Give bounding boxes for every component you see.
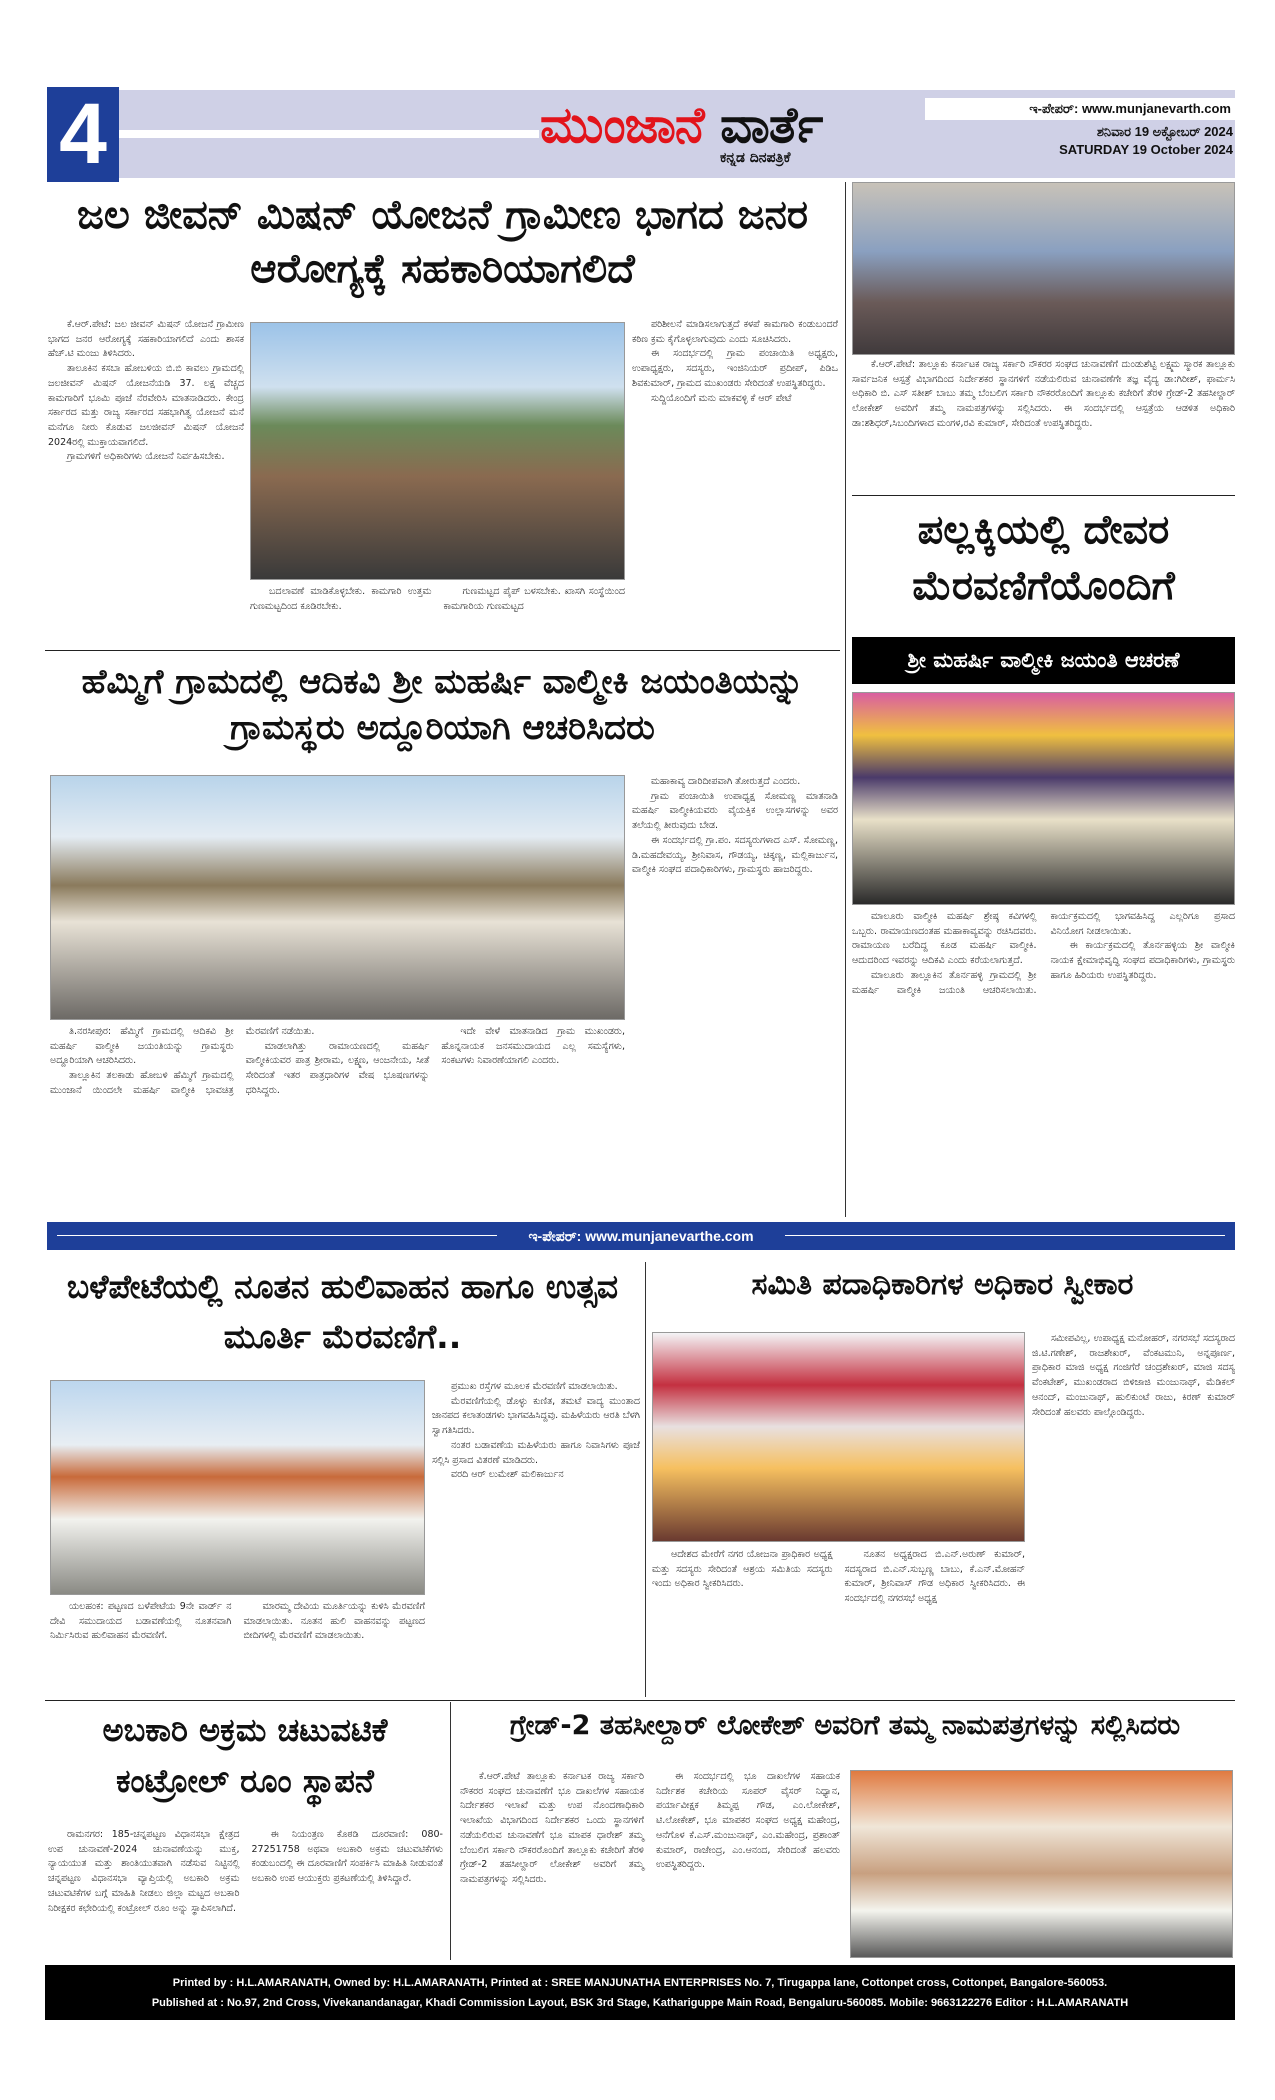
headline-abakari: ಅಬಕಾರಿ ಅಕ್ರಮ ಚಟುವಟಿಕೆ ಕಂಟ್ರೋಲ್ ರೂಂ ಸ್ಥಾಪನೆ <box>102 1711 388 1801</box>
paragraph: ನಂತರ ಬಡಾವಣೆಯ ಮಹಿಳೆಯರು ಹಾಗೂ ನಿವಾಸಿಗಳು ಪೂಜೆ ಸಲ್ಲಿಸಿ ಪ್ರಸಾದ ವಿತರಣೆ ಮಾಡಿದರು. <box>432 1439 640 1466</box>
paragraph: ಯಲಹಂಕ: ಪಟ್ಟಣದ ಬಳೆಪೇಟೆಯ 9ನೇ ವಾರ್ಡ್ ನ ದೇವಿ ಸಮುದಾಯದ ಬಡಾವಣೆಯಲ್ಲಿ ನೂತನವಾಗಿ ನಿರ್ಮಿಸಿರುವ ಹುಲಿವಾಹನ ಮೆರವಣಿಗೆ. <box>50 1601 232 1642</box>
article-body <box>460 1770 840 1958</box>
newspaper-logo <box>540 96 822 155</box>
paragraph: ತಿ.ನರಸೀಪುರ: ಹೆಮ್ಮಿಗೆ ಗ್ರಾಮದಲ್ಲಿ ಆದಿಕವಿ ಶ್ರೀ ಮಹರ್ಷಿ ವಾಲ್ಮೀಕಿ ಜಯಂತಿಯನ್ನು ಗ್ರಾಮಸ್ಥರು ಅದ್ದೂರಿಯಾಗಿ ಆಚರಿಸಿದರು. <box>50 1026 234 1067</box>
page-number: 4 <box>47 87 119 182</box>
epaper-link[interactable]: ಇ-ಪೇಪರ್: www.munjanevarth.com <box>925 98 1235 120</box>
photo-caption <box>852 358 1235 490</box>
subheadline-banner: ಶ್ರೀ ಮಹರ್ಷಿ ವಾಲ್ಮೀಕಿ ಜಯಂತಿ ಆಚರಣೆ <box>852 637 1235 684</box>
date-english: SATURDAY 19 October 2024 <box>1059 142 1233 157</box>
headline-samiti: ಸಮಿತಿ ಪದಾಧಿಕಾರಿಗಳ ಅಧಿಕಾರ ಸ್ವೀಕಾರ <box>751 1267 1134 1302</box>
paragraph: ಕೆ.ಆರ್.ಪೇಟೆ ತಾಲ್ಲೂಕು ಕರ್ನಾಟಕ ರಾಜ್ಯ ಸರ್ಕಾರಿ ನೌಕರರ ಸಂಘದ ಚುನಾವಣೆಗೆ ಭೂ ದಾಖಲೆಗಳ ಸಹಾಯಕ ನಿರ್ದೇಶಕರ ಇಲಾಖೆ ಮತ್ತು ಉಪ ನೊಂದಣಾಧಿಕಾರಿ ಇಲಾಖೆಯ ವಿಭಾಗದಿಂದ ನಿರ್ದೇಶಕರ ಒಂದು ಸ್ಥಾನಗಳಿಗೆ ನಡೆಯಲಿರುವ ಚುನಾವಣೆಗೆ ಭೂ ಮಾಪಕ ಧಾರೇಶ್ ತಮ್ಮ ಬೆಂಬಲಿಗ ಸರ್ಕಾರಿ ನೌಕರರೊಂದಿಗೆ ತಾಲ್ಲೂಕು ಕಚೇರಿಗೆ ತೆರಳಿ ಗ್ರೇಡ್-2 ತಹಸೀಲ್ದಾರ್ ಲೋಕೇಶ್ ಅವರಿಗೆ ತಮ್ಮ ನಾಮಪತ್ರಗಳನ್ನು ಸಲ್ಲಿಸಿದರು. <box>460 1771 644 1886</box>
column-rule <box>645 1262 646 1697</box>
article-body <box>432 1380 640 1695</box>
article-body <box>632 318 838 643</box>
epaper-bar[interactable]: ಇ-ಪೇಪರ್: www.munjanevarthe.com <box>47 1222 1235 1250</box>
paragraph: ಪರಿಶೀಲನೆ ಮಾಡಿಸಲಾಗುತ್ತದೆ ಕಳಪೆ ಕಾಮಗಾರಿ ಕಂಡುಬಂದರೆ ಕಠಿಣ ಕ್ರಮ ಕೈಗೊಳ್ಳಲಾಗುವುದು ಎಂದು ಸೂಚಿಸಿದರು. <box>632 319 838 345</box>
paragraph: ಗುಣಮಟ್ಟದ ಪೈಪ್ ಬಳಸಬೇಕು. ಖಾಸಗಿ ಸಂಸ್ಥೆಯಿಂದ ಕಾಮಗಾರಿಯ ಗುಣಮಟ್ಟದ <box>443 586 625 612</box>
paragraph: ಇದೇ ವೇಳೆ ಮಾತನಾಡಿದ ಗ್ರಾಮ ಮುಖಂಡರು, ಹೊನ್ನನಾಯಕ ಜನಸಮುದಾಯದ ಎಲ್ಲ ಸಮಸ್ಯೆಗಳು, ಸಂಕಟಗಳು ನಿವಾರಣೆಯಾಗಲಿ ಎಂದರು. <box>441 1026 625 1067</box>
logo-black: ವಾರ್ತೆ <box>720 96 823 154</box>
paragraph: ಕೆ.ಆರ್.ಪೇಟೆ: ಜಲ ಜೀವನ್ ಮಿಷನ್ ಯೋಜನೆ ಗ್ರಾಮೀಣ ಭಾಗದ ಜನರ ಆರೋಗ್ಯಕ್ಕೆ ಸಹಕಾರಿಯಾಗಲಿದೆ ಎಂದು ಶಾಸಕ ಹೆಚ್.ಟಿ ಮಂಜು ತಿಳಿಸಿದರು. <box>48 319 244 360</box>
article-body <box>48 318 244 643</box>
imprint-line-2: Published at : No.97, 2nd Cross, Vivekanandanagar, Khadi Commission Layout, BSK 3rd Stage, Kathariguppe Main Road, Bengaluru-560085. Mobile: 9663122276 Editor : H.L.AMARANATH <box>151 1997 1129 2009</box>
paragraph: ಈ ಸಂದರ್ಭದಲ್ಲಿ ಗ್ರಾಮ ಪಂಚಾಯಿತಿ ಅಧ್ಯಕ್ಷರು, ಉಪಾಧ್ಯಕ್ಷರು, ಸದಸ್ಯರು, ಇಂಜಿನಿಯರ್ ಪ್ರದೀಪ್, ಪಿಡಿಒ ಶಿವಕುಮಾರ್, ಗ್ರಾಮದ ಮುಖಂಡರು ಸೇರಿದಂತೆ ಉಪಸ್ಥಿತರಿದ್ದರು. <box>632 348 838 389</box>
divider <box>852 495 1235 496</box>
photo-valmiki-jayanti <box>852 692 1235 905</box>
column-rule <box>450 1702 451 1960</box>
paragraph: ಮಾಲೂರು ವಾಲ್ಮೀಕಿ ಮಹರ್ಷಿ ಶ್ರೇಷ್ಠ ಕವಿಗಳಲ್ಲಿ ಒಬ್ಬರು. ರಾಮಾಯಣದಂತಹ ಮಹಾಕಾವ್ಯವನ್ನು ರಚಿಸಿದವರು. ರಾಮಾಯಣ ಬರೆದಿದ್ದ ಕೂಡ ಮಹರ್ಷಿ ವಾಲ್ಮೀಕಿ. ಆದುದರಿಂದ ಇವರನ್ನು ಆದಿಕವಿ ಎಂದು ಕರೆಯಲಾಗುತ್ತದೆ. <box>852 911 1037 967</box>
paragraph: ಪ್ರಮುಖ ರಸ್ತೆಗಳ ಮೂಲಕ ಮೆರವಣಿಗೆ ಮಾಡಲಾಯಿತು. <box>451 1381 618 1392</box>
logo-red: ಮುಂಜಾನೆ <box>540 96 704 154</box>
paragraph: ಮಹಾಕಾವ್ಯ ದಾರಿದೀಪವಾಗಿ ತೋರುತ್ತದೆ ಎಂದರು. <box>651 776 801 787</box>
paragraph: ವರದಿ ಆರ್ ಲುಮೇಶ್ ಮಲಿಕಾರ್ಜುನ <box>451 1469 564 1481</box>
article-body <box>50 1600 425 1695</box>
divider <box>45 650 840 651</box>
paragraph: ಮಾಲೂರು ತಾಲ್ಲೂಕಿನ ತೊರ್ನಹಳ್ಳಿ ಗ್ರಾಮದಲ್ಲಿ ಶ್ರೀ ಮಹರ್ಷಿ ವಾಲ್ಮೀಕಿ ಜಯಂತಿ ಆಚರಿಸಲಾಯಿತು. ಕಾರ್ಯಕ್ರಮದಲ್ಲಿ ಭಾಗವಹಿಸಿದ್ದ ಎಲ್ಲರಿಗೂ ಪ್ರಸಾದ ವಿನಿಯೋಗ ನೀಡಲಾಯಿತು. <box>852 911 1235 996</box>
paragraph: ಸುದ್ದಿಯೊಂದಿಗೆ ಮನು ಮಾಕವಳ್ಳಿ ಕೆ ಆರ್ ಪೇಟೆ <box>651 392 792 404</box>
paragraph: ಈ ಸಂದರ್ಭದಲ್ಲಿ ಭೂ ದಾಖಲೆಗಳ ಸಹಾಯಕ ನಿರ್ದೇಶಕ ಕಚೇರಿಯ ಸೂಪರ್ ವೈಸರ್ ನಿಧ್ಯಾನ, ಪರ್ಯಾವೀಕ್ಷಕ ತಿಮ್ಮಪ್ಪ ಗೌಡ, ಎಂ.ಲೋಕೇಶ್, ಟಿ.ಲೋಕೇಶ್, ಭೂ ಮಾಪಕರ ಸಂಘದ ಅಧ್ಯಕ್ಷ ಮಹೇಂದ್ರ, ಆನೆಗೊಳ ಕೆ.ಎಸ್.ಮಂಜುನಾಥ್, ಎಂ.ಮಹೇಂದ್ರ, ಪ್ರಶಾಂತ್ ಕುಮಾರ್, ರಾಜೇಂದ್ರ, ಎಂ.ಆನಂದ, ಸೇರಿದಂತೆ ಹಲವರು ಉಪಸ್ಥಿತರಿದ್ದರು. <box>656 1771 840 1871</box>
article-body <box>250 585 625 645</box>
paragraph: ಮಾಡಲಾಗಿತ್ತು ರಾಮಾಯಣದಲ್ಲಿ ಮಹರ್ಷಿ ವಾಲ್ಮೀಕಿಯವರ ಪಾತ್ರ ಶ್ರೀರಾಮ, ಲಕ್ಷ್ಮಣ, ಆಂಜನೇಯ, ಸೀತೆ ಸೇರಿದಂತೆ ಇತರ ಪಾತ್ರಧಾರಿಗಳ ವೇಷ ಭೂಷಣಗಳನ್ನು ಧರಿಸಿದ್ದರು. <box>245 1040 430 1096</box>
date-kannada: ಶನಿವಾರ 19 ಅಕ್ಟೋಬರ್ 2024 <box>1096 124 1233 139</box>
headline-valmiki-hemmige: ಹೆಮ್ಮಿಗೆ ಗ್ರಾಮದಲ್ಲಿ ಆದಿಕವಿ ಶ್ರೀ ಮಹರ್ಷಿ ವಾಲ್ಮೀಕಿ ಜಯಂತಿಯನ್ನು ಗ್ರಾಮಸ್ಥರು ಅದ್ದೂರಿಯಾಗಿ ಆಚರಿಸಿದರು <box>81 662 804 748</box>
paragraph: ಬದಲಾವಣೆ ಮಾಡಿಕೊಳ್ಳಬೇಕು. ಕಾಮಗಾರಿ ಉತ್ತಮ ಗುಣಮಟ್ಟದಿಂದ ಕೂಡಿರಬೇಕು. <box>250 586 432 612</box>
paragraph: ಮೆರವಣಿಗೆಯಲ್ಲಿ ಡೊಳ್ಳು ಕುಣಿತ, ತಮಟೆ ವಾದ್ಯ ಮುಂತಾದ ಜಾನಪದ ಕಲಾತಂಡಗಳು ಭಾಗವಹಿಸಿದ್ದವು. ಮಹಿಳೆಯರು ಆರತಿ ಬೆಳಗಿ ಸ್ವಾಗತಿಸಿದರು. <box>432 1395 640 1437</box>
photo-nomination <box>852 182 1235 355</box>
paragraph: ಸಮೀಪವಿಲ್ಲ, ಉಪಾಧ್ಯಕ್ಷ ಮನೋಹರ್, ನಗರಸಭೆ ಸದಸ್ಯರಾದ ಜಿ.ಟಿ.ಗಣೇಶ್, ರಾಜಶೇಖರ್, ವೆಂಕಟಮುನಿ, ಅನ್ನಪೂರ್ಣ, ಪ್ರಾಧಿಕಾರ ಮಾಜಿ ಅಧ್ಯಕ್ಷ ಗಂಜಿಗೆರೆ ಚಂದ್ರಶೇಖರ್, ಮಾಜಿ ಸದಸ್ಯ ವೆಂಕಟೇಶ್, ಮುಖಂಡರಾದ ಬಿಳಿಜಾಜಿ ಮಂಜುನಾಥ್, ಮೆಡಿಕಲ್ ಆನಂದ್, ಮಂಜುನಾಥ್, ಹುಲಿಕುಂಟೆ ರಾಜು, ಕಿರಣ್ ಕುಮಾರ್ ಸೇರಿದಂತೆ ಹಲವರು ಪಾಲ್ಗೊಂಡಿದ್ದರು. <box>1032 1333 1235 1418</box>
photo-procession <box>50 1380 425 1595</box>
photo-office-bearers <box>652 1332 1025 1542</box>
article-body <box>50 1025 625 1215</box>
paragraph: ತಾಲ್ಲೂಕಿನ ತಲಕಾಡು ಹೋಬಳಿ ಹೆಮ್ಮಿಗೆ ಗ್ರಾಮದಲ್ಲಿ ಮುಂಜಾನೆ ಯಿಂದಲೇ ಮಹರ್ಷಿ ವಾಲ್ಮೀಕಿ ಭಾವಚಿತ್ರ ಮೆರವಣಿಗೆ ನಡೆಯಿತು. <box>50 1026 315 1096</box>
article-body <box>852 910 1235 1215</box>
column-rule <box>845 182 846 1217</box>
photo-bhoomi-pooja <box>250 322 625 580</box>
headline-balepete: ಬಳೆಪೇಟೆಯಲ್ಲಿ ನೂತನ ಹುಲಿವಾಹನ ಹಾಗೂ ಉತ್ಸವ ಮೂರ್ತಿ ಮೆರವಣಿಗೆ.. <box>66 1267 619 1356</box>
photo-villagers-group <box>50 775 625 1020</box>
paragraph: ಈ ಕಾರ್ಯಕ್ರಮದಲ್ಲಿ ತೊರ್ನಹಳ್ಳಿಯ ಶ್ರೀ ವಾಲ್ಮೀಕಿ ನಾಯಕ ಕ್ಷೇಮಾಭಿವೃದ್ಧಿ ಸಂಘದ ಪದಾಧಿಕಾರಿಗಳು, ಗ್ರಾಮಸ್ಥರು ಹಾಗೂ ಹಿರಿಯರು ಉಪಸ್ಥಿತರಿದ್ದರು. <box>1050 940 1235 981</box>
paragraph: ಆದೇಶದ ಮೇರೆಗೆ ನಗರ ಯೋಜನಾ ಪ್ರಾಧಿಕಾರ ಅಧ್ಯಕ್ಷ ಮತ್ತು ಸದಸ್ಯರು ಸೇರಿದಂತೆ ಆಶ್ರಯ ಸಮಿತಿಯ ಸದಸ್ಯರು ಇಂದು ಅಧಿಕಾರ ಸ್ವೀಕರಿಸಿದರು. <box>652 1549 833 1590</box>
headline-grade2-tahsildar: ಗ್ರೇಡ್-2 ತಹಸೀಲ್ದಾರ್ ಲೋಕೇಶ್ ಅವರಿಗೆ ತಮ್ಮ ನಾಮಪತ್ರಗಳನ್ನು ಸಲ್ಲಿಸಿದರು <box>509 1710 1181 1741</box>
paragraph: ಮಾರಮ್ಮ ದೇವಿಯ ಮೂರ್ತಿಯನ್ನು ಕುಳಿಸಿ ಮೆರವಣಿಗೆ ಮಾಡಲಾಯಿತು. ನೂತನ ಹುಲಿ ವಾಹನವನ್ನು ಪಟ್ಟಣದ ಬೀದಿಗಳಲ್ಲಿ ಮೆರವಣಿಗೆ ಮಾಡಲಾಯಿತು. <box>243 1601 425 1642</box>
photo-tahsildar-nomination <box>850 1770 1233 1958</box>
tagline: ಕನ್ನಡ ದಿನಪತ್ರಿಕೆ <box>720 150 791 166</box>
paragraph: ರಾಮನಗರ: 185-ಚನ್ನಪಟ್ಟಣ ವಿಧಾನಸಭಾ ಕ್ಷೇತ್ರದ ಉಪ ಚುನಾವಣೆ-2024 ಚುನಾವಣೆಯನ್ನು ಮುಕ್ತ, ನ್ಯಾಯಯುತ ಮತ್ತು ಶಾಂತಿಯುತವಾಗಿ ನಡೆಸುವ ನಿಟ್ಟಿನಲ್ಲಿ ಚನ್ನಪಟ್ಟಣ ವಿಧಾನಸಭಾ ವ್ಯಾಪ್ತಿಯಲ್ಲಿ ಅಬಕಾರಿ ಅಕ್ರಮ ಚಟುವಟಿಕೆಗಳ ಬಗ್ಗೆ ಮಾಹಿತಿ ನೀಡಲು ಜಿಲ್ಲಾ ಮಟ್ಟದ ಅಬಕಾರಿ ನಿರೀಕ್ಷಕರ ಕಛೇರಿಯಲ್ಲಿ ಕಂಟ್ರೋಲ್ ರೂಂ ಅನ್ನು ಸ್ಥಾಪಿಸಲಾಗಿದೆ. <box>48 1829 240 1914</box>
imprint-footer <box>45 1965 1235 2020</box>
paragraph: ಈ ಸಂದರ್ಭದಲ್ಲಿ ಗ್ರಾ.ಪಂ. ಸದಸ್ಯರುಗಳಾದ ಎಸ್. ಸೋಮಣ್ಣ, ಡಿ.ಮಹದೇವಯ್ಯ, ಶ್ರೀನಿವಾಸ, ಗೌಡಯ್ಯ, ಚಿಕ್ಕಣ್ಣ, ಮಲ್ಲಿಕಾರ್ಜುನ, ವಾಲ್ಮೀಕಿ ಸಂಘದ ಪದಾಧಿಕಾರಿಗಳು, ಗ್ರಾಮಸ್ಥರು ಹಾಜರಿದ್ದರು. <box>632 834 838 876</box>
paragraph: ನೂತನ ಅಧ್ಯಕ್ಷರಾದ ಬಿ.ಎನ್.ಅರುಣ್ ಕುಮಾರ್, ಸದಸ್ಯರಾದ ಬಿ.ಎನ್.ಸುಬ್ಬಣ್ಣ ಬಾಬು, ಕೆ.ಎನ್.ಮೋಹನ್ ಕುಮಾರ್, ಶ್ರೀನಿವಾಸ್ ಗೌಡ ಅಧಿಕಾರ ಸ್ವೀಕರಿಸಿದರು. ಈ ಸಂದರ್ಭದಲ್ಲಿ ನಗರಸಭೆ ಅಧ್ಯಕ್ಷ <box>844 1549 1025 1605</box>
paragraph: ಗ್ರಾಮ ಪಂಚಾಯಿತಿ ಉಪಾಧ್ಯಕ್ಷ ಸೋಮಣ್ಣ ಮಾತನಾಡಿ ಮಹರ್ಷಿ ವಾಲ್ಮೀಕಿಯವರು ವೈಯಕ್ತಿಕ ಉಲ್ಲಾಸಗಳನ್ನು ಅವರ ತಲೆಯಲ್ಲಿ ತೀರುವುದು ಬೇಡ. <box>632 790 838 832</box>
imprint-line-1: Printed by : H.L.AMARANATH, Owned by: H.L.AMARANATH, Printed at : SREE MANJUNATHA ENTERPRISES No. 7, Tirugappa lane, Cottonpet cross, Cottonpet, Bangalore-560053. <box>172 1977 1108 1989</box>
caption-text: ಕೆ.ಆರ್.ಪೇಟೆ: ತಾಲ್ಲೂಕು ಕರ್ನಾಟಕ ರಾಜ್ಯ ಸರ್ಕಾರಿ ನೌಕರರ ಸಂಘದ ಚುನಾವಣೆಗೆ ದುಂಡುಶೆಟ್ಟಿ ಲಕ್ಷ್ಮಮ ಸ್ಮಾರಕ ತಾಲ್ಲೂಕು ಸಾರ್ವಜನಿಕ ಆಸ್ಪತ್ರೆ ವಿಭಾಗದಿಂದ ನಿರ್ದೇಶಕರ ಸ್ಥಾನಗಳಿಗೆ ನಡೆಯಲಿರುವ ಚುನಾವಣೆಗೇ ತಜ್ಞ ವೈದ್ಯ ಡಾ:ಗಿರೀಶ್, ಫಾರ್ಮಸಿ ಅಧಿಕಾರಿ ಬಿ. ಎಸ್ ಸತೀಶ್ ಬಾಬು ತಮ್ಮ ಬೆಂಬಲಿಗ ಸರ್ಕಾರಿ ನೌಕರರೊಂದಿಗೆ ತಾಲ್ಲೂಕು ಕಚೇರಿಗೆ ತೆರಳಿ ಗ್ರೇಡ್-2 ತಹಸೀಲ್ದಾರ್ ಲೋಕೇಶ್ ಅವರಿಗೆ ತಮ್ಮ ನಾಮಪತ್ರಗಳನ್ನು ಸಲ್ಲಿಸಿದರು. ಈ ಸಂದರ್ಭದಲ್ಲಿ ಆಸ್ಪತ್ರೆಯ ಆಡಳಿತ ಅಧಿಕಾರಿ ಡಾ:ಶಶಿಧರ್,ಸಿಬಂದಿಗಳಾದ ಮಂಗಳ,ರವಿ ಕುಮಾರ್, ಸೇರಿದಂತೆ ಉಪಸ್ಥಿತರಿದ್ದರು. <box>852 359 1235 429</box>
headline-jal-jeevan: ಜಲ ಜೀವನ್ ಮಿಷನ್ ಯೋಜನೆ ಗ್ರಾಮೀಣ ಭಾಗದ ಜನರ ಆರೋಗ್ಯಕ್ಕೆ ಸಹಕಾರಿಯಾಗಲಿದೆ <box>77 192 808 292</box>
paragraph: ತಾಲೂಕಿನ ಕಸಬಾ ಹೋಬಳಿಯ ಬಿ.ಬಿ ಕಾವಲು ಗ್ರಾಮದಲ್ಲಿ ಜಲಜೀವನ್ ಮಿಷನ್ ಯೋಜನೆಯಡಿ 37. ಲಕ್ಷ ವೆಚ್ಚದ ಕಾಮಗಾರಿಗೆ ಭೂಮಿ ಪೂಜೆ ನೆರವೇರಿಸಿ ಮಾತನಾಡಿದರು. ಕೇಂದ್ರ ಸರ್ಕಾರದ ಮತ್ತು ರಾಜ್ಯ ಸರ್ಕಾರದ ಸಹಭಾಗಿತ್ವ ಯೋಜನೆ ಮನೆ ಮನೆಗೂ ನೀರು ಕೊಡುವ ಜಲಜೀವನ್ ಮಿಷನ್ ಯೋಜನೆ 2024ರಲ್ಲಿ ಮುಕ್ತಾಯವಾಗಲಿದೆ. <box>48 363 244 448</box>
divider <box>45 1700 1235 1701</box>
headline-pallakki: ಪಲ್ಲಕ್ಕಿಯಲ್ಲಿ ದೇವರ ಮೆರವಣಿಗೆಯೊಂದಿಗೆ <box>912 507 1175 609</box>
article-body <box>632 775 838 1215</box>
article-body <box>48 1828 443 1958</box>
paragraph: ಗ್ರಾಮಗಳಿಗೆ ಅಧಿಕಾರಿಗಳು ಯೋಜನೆ ನಿರ್ವಹಿಸಬೇಕು. <box>67 451 225 463</box>
article-body <box>1032 1332 1235 1697</box>
article-body <box>652 1548 1025 1696</box>
paragraph: ಈ ನಿಯಂತ್ರಣ ಕೊಠಡಿ ದೂರವಾಣಿ: 080-27251758 ಅಥವಾ ಅಬಕಾರಿ ಅಕ್ರಮ ಚಟುವಟಿಕೆಗಳು ಕಂಡುಬಂದಲ್ಲಿ ಈ ದೂರವಾಣಿಗೆ ಸಂಪರ್ಕಿಸಿ ಮಾಹಿತಿ ನೀಡುವಂತೆ ಅಬಕಾರಿ ಉಪ ಆಯುಕ್ತರು ಪ್ರಕಟಣೆಯಲ್ಲಿ ತಿಳಿಸಿದ್ದಾರೆ. <box>251 1829 443 1885</box>
